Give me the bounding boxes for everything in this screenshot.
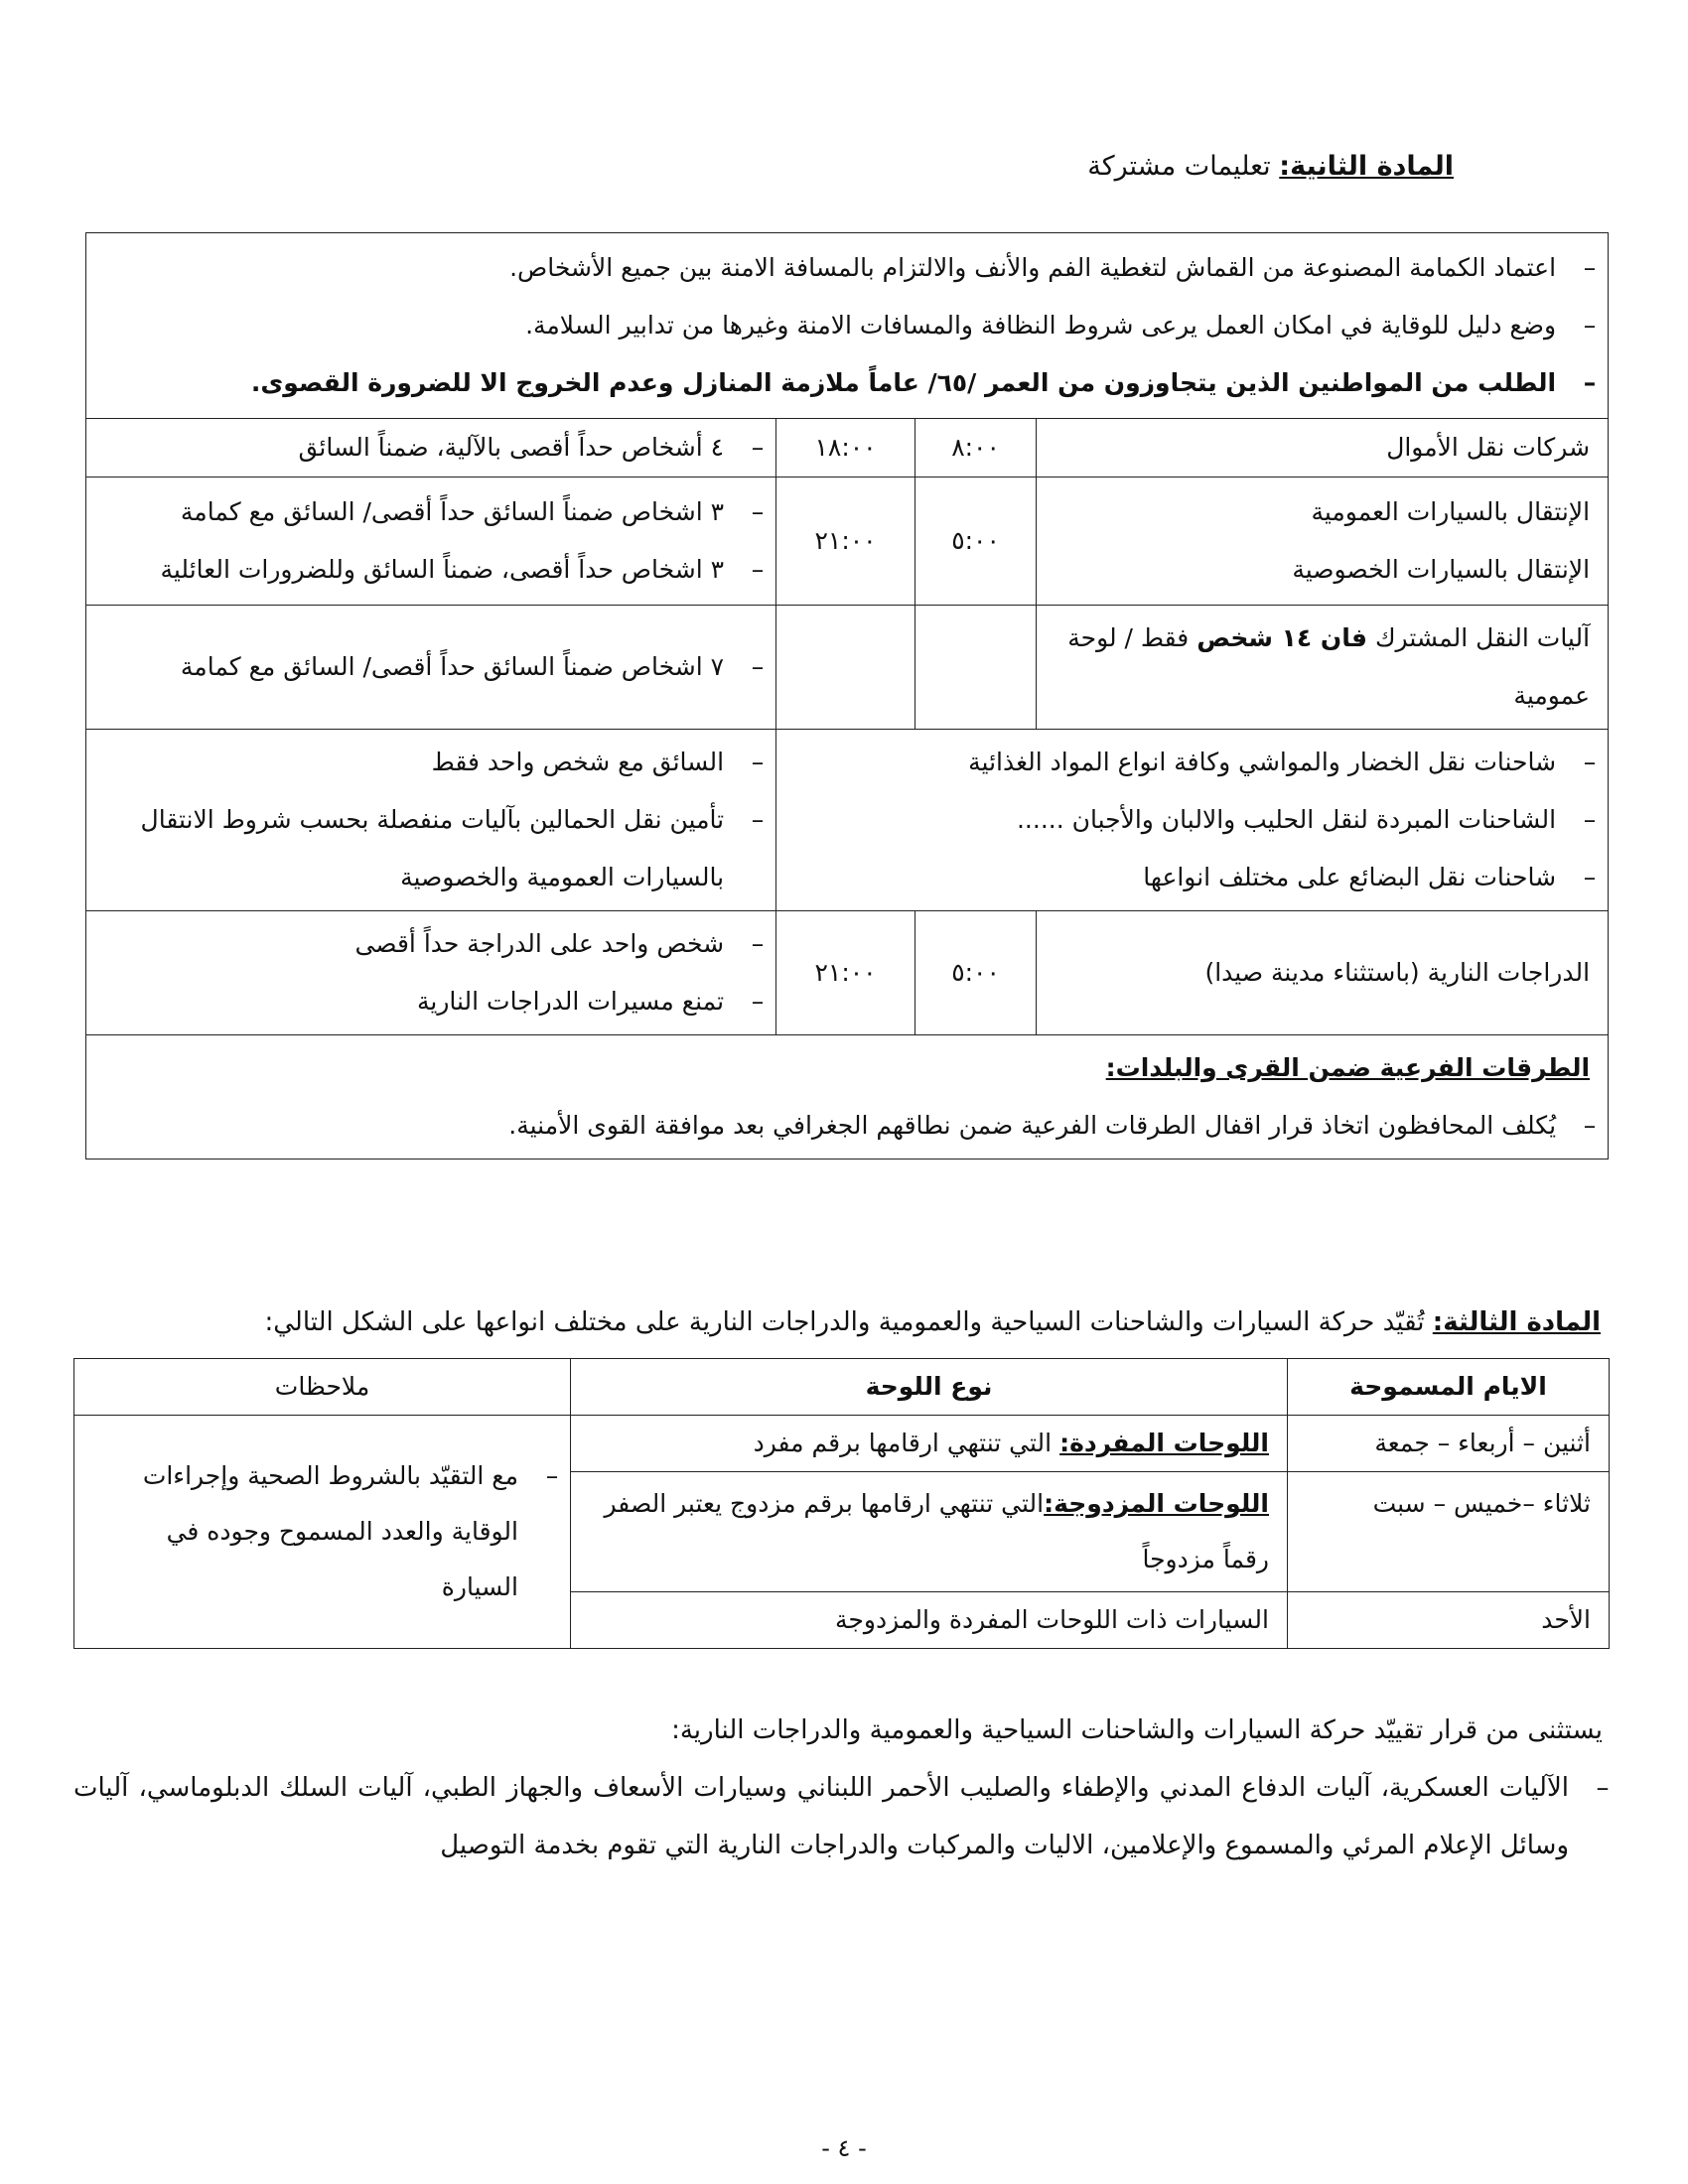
moto-from: ٥:٠٠ [915,911,1037,1035]
moto-category: الدراجات النارية (باستثناء مدينة صيدا) [1037,911,1609,1035]
days-odd: أثنين – أربعاء – جمعة [1288,1416,1610,1472]
table-row-cars [86,478,1609,606]
goods-to: ١٨:٠٠ [776,419,915,478]
rule-guide: – وضع دليل للوقاية في امكان العمل يرعى شروط النظافة والمسافات الامنة وغيرها من تدابير السلامة. [104,297,1590,354]
article-3-text: تُقيّد حركة السيارات والشاحنات السياحية والعمومية والدراجات النارية على مختلف انواعها على الشكل التالي: [264,1307,1425,1337]
plate-even-label: اللوحات المزدوجة: [1044,1489,1269,1518]
moto-note-one: – شخص واحد على الدراجة حداً أقصى [104,915,758,973]
plate-table-header [74,1359,1610,1416]
rule-mask: – اعتماد الكمامة المصنوعة من القماش لتغطية الفم والأنف والالتزام بالمسافة الامنة بين جميع الأشخاص. [104,239,1590,297]
cars-category-private: الإنتقال بالسيارات الخصوصية [1292,555,1591,584]
plate-sunday-text: السيارات ذات اللوحات المفردة والمزدوجة [835,1605,1269,1634]
exceptions-intro: يستثنى من قرار تقييّد حركة السيارات والشاحنات السياحية والعمومية والدراجات النارية: [671,1715,1603,1745]
cars-to: ٢١:٠٠ [776,478,915,606]
common-rules-row [86,233,1609,419]
goods-category: شركات نقل الأموال [1037,419,1609,478]
rule-elderly: – الطلب من المواطنين الذين يتجاوزون من العمر /٦٥/ عاماً ملازمة المنازل وعدم الخروج الا للضرورة القصوى. [104,354,1590,412]
article-2-label: المادة الثانية: [1279,151,1454,182]
van-category-b: فقط / لوحة عمومية [1067,623,1591,710]
table-row-trucks [86,730,1609,911]
common-instructions-table [85,232,1609,1160]
plate-odd-label: اللوحات المفردة: [1059,1429,1269,1457]
article-2-heading [163,147,1454,187]
van-category-bold: فان ١٤ شخص [1196,623,1367,652]
table-row-moto [86,911,1609,1035]
trucks-note-porters: – تأمين نقل الحمالين بآليات منفصلة بحسب شروط الانتقال بالسيارات العمومية والخصوصية [104,791,758,906]
roads-title: الطرقات الفرعية ضمن القرى والبلدات: [1105,1053,1591,1082]
van-note: – ٧ اشخاص ضمناً السائق حداً أقصى/ السائق مع كمامة [104,638,758,696]
van-from [915,606,1037,730]
table-row-goods [86,419,1609,478]
trucks-note-driver: – السائق مع شخص واحد فقط [104,734,758,791]
van-category-a: آليات النقل المشترك [1374,623,1591,652]
days-sunday: الأحد [1288,1592,1610,1649]
trucks-category-goods: – شاحنات نقل البضائع على مختلف انواعها [794,849,1590,906]
cars-from: ٥:٠٠ [915,478,1037,606]
header-notes: ملاحظات [74,1359,571,1416]
article-2-title: تعليمات مشتركة [1087,151,1271,182]
article-3-label: المادة الثالثة: [1432,1307,1601,1337]
page-number: - ٤ - [821,2134,867,2162]
trucks-category-refrigerated: – الشاحنات المبردة لنقل الحليب والالبان والأجبان ...... [794,791,1590,849]
cars-category-public: الإنتقال بالسيارات العمومية [1311,497,1591,526]
table-row-van [86,606,1609,730]
moto-to: ٢١:٠٠ [776,911,915,1035]
cars-note-private: – ٣ اشخاص حداً أقصى، ضمناً السائق وللضرورات العائلية [104,541,758,599]
plate-even-text: التي تنتهي ارقامها برقم مزدوج يعتبر الصفر رقماً مزدوجاً [604,1489,1269,1573]
cars-note-public: – ٣ اشخاص ضمناً السائق حداً أقصى/ السائق مع كمامة [104,483,758,541]
goods-note: – ٤ أشخاص حداً أقصى بالآلية، ضمناً السائق [104,419,758,477]
article-3-heading [71,1302,1601,1342]
days-even: ثلاثاء –خميس – سبت [1288,1472,1610,1592]
goods-from: ٨:٠٠ [915,419,1037,478]
plate-row-odd [74,1416,1610,1472]
trucks-category-food: – شاحنات نقل الخضار والمواشي وكافة انواع المواد الغذائية [794,734,1590,791]
header-plate: نوع اللوحة [571,1359,1288,1416]
van-to [776,606,915,730]
plate-notes: – مع التقيّد بالشروط الصحية وإجراءات الوقاية والعدد المسموح وجوده في السيارة [114,1448,552,1615]
table-row-roads [86,1035,1609,1160]
exceptions-section [73,1702,1603,1874]
exceptions-item: – الآليات العسكرية، آليات الدفاع المدني والإطفاء والصليب الأحمر اللبناني وسيارات الأسعاف والجهاز الطبي، آليات السلك الدبلوماسي، آليات وسائل الإعلام المرئي والمسموع والإعلامين، الاليات والمركبات والدراجات النارية التي تقوم بخدمة التوصيل [73,1759,1603,1874]
plate-schedule-table [73,1358,1610,1649]
plate-odd-text: التي تنتهي ارقامها برقم مفرد [753,1429,1060,1457]
roads-text: – يُكلف المحافظون اتخاذ قرار اقفال الطرقات الفرعية ضمن نطاقهم الجغرافي بعد موافقة القوى الأمنية. [104,1097,1590,1155]
header-days: الايام المسموحة [1288,1359,1610,1416]
moto-note-parade: – تمنع مسيرات الدراجات النارية [104,973,758,1030]
